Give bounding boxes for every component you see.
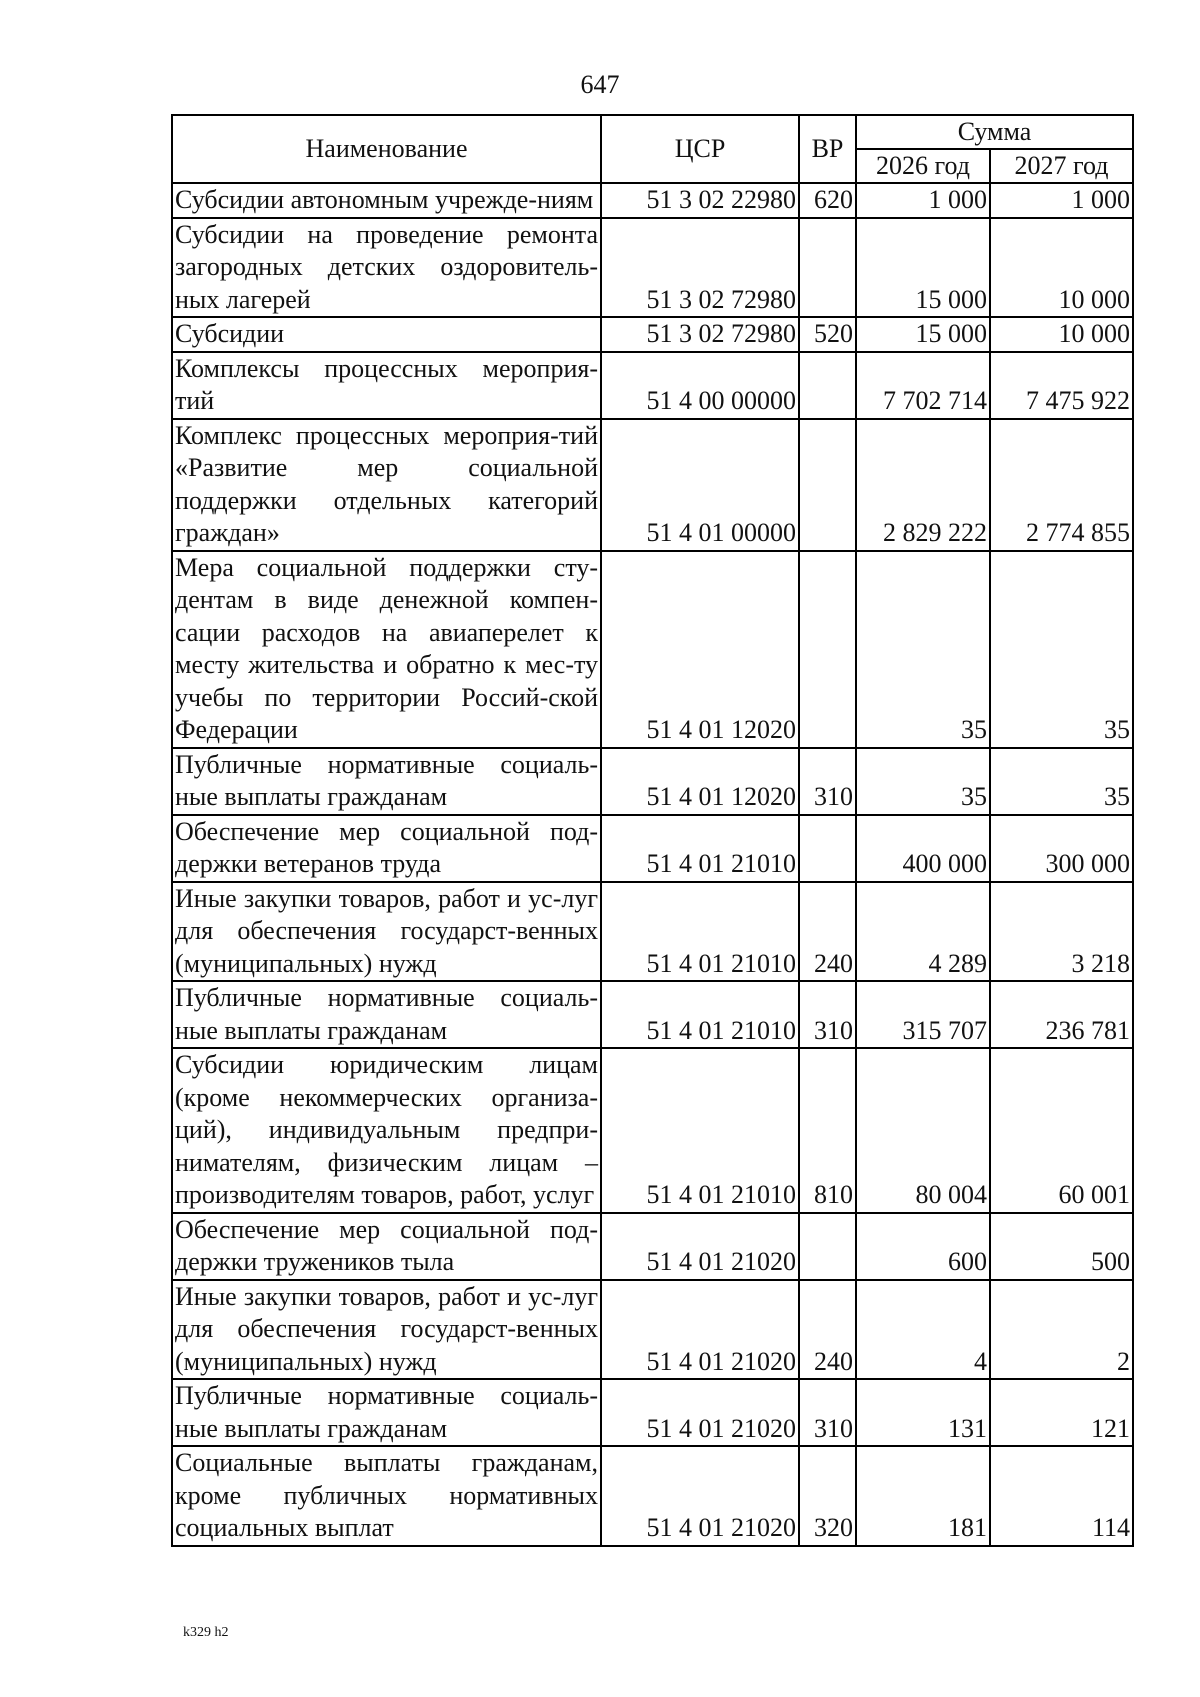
header-year-2027: 2027 год [990,149,1133,183]
row-vr-cell: 240 [799,882,856,982]
table-body [172,183,1133,1546]
row-vr-cell: 810 [799,1048,856,1213]
row-name-cell: Комплексы процессных мероприя-тий [172,352,601,419]
row-2026-cell: 2 829 222 [856,419,990,551]
header-csr: ЦСР [601,115,799,183]
row-name-cell: Публичные нормативные социаль-ные выплаты гражданам [172,981,601,1048]
table-row [172,419,1133,551]
row-vr-cell: 310 [799,748,856,815]
row-vr-cell: 320 [799,1446,856,1546]
page-number: 647 [580,70,620,99]
row-vr-cell: 520 [799,317,856,352]
row-csr-cell: 51 4 00 00000 [601,352,799,419]
row-csr-cell: 51 4 01 21020 [601,1446,799,1546]
table-row [172,1280,1133,1380]
table-row [172,1048,1133,1213]
row-csr-cell: 51 4 01 21010 [601,981,799,1048]
row-csr-cell: 51 4 01 21010 [601,882,799,982]
row-vr-cell: 310 [799,1379,856,1446]
row-2026-cell: 600 [856,1213,990,1280]
row-name-cell: Субсидии [172,317,601,352]
table-header [172,115,1133,183]
row-name-cell: Иные закупки товаров, работ и ус-луг для обеспечения государст-венных (муниципальных) нужд [172,882,601,982]
row-2026-cell: 7 702 714 [856,352,990,419]
row-name-cell: Иные закупки товаров, работ и ус-луг для обеспечения государст-венных (муниципальных) нужд [172,1280,601,1380]
header-vr: ВР [799,115,856,183]
row-2027-cell: 7 475 922 [990,352,1133,419]
row-csr-cell: 51 4 01 21010 [601,1048,799,1213]
footer-code: k329 h2 [183,1625,229,1640]
row-2027-cell: 2 774 855 [990,419,1133,551]
row-2027-cell: 1 000 [990,183,1133,218]
row-csr-cell: 51 4 01 21020 [601,1213,799,1280]
row-2027-cell: 300 000 [990,815,1133,882]
table-row [172,1379,1133,1446]
row-vr-cell: 620 [799,183,856,218]
row-csr-cell: 51 3 02 22980 [601,183,799,218]
row-2027-cell: 500 [990,1213,1133,1280]
row-name-cell: Субсидии на проведение ремонта загородных детских оздоровитель-ных лагерей [172,218,601,318]
row-2027-cell: 35 [990,748,1133,815]
table-row [172,882,1133,982]
row-csr-cell: 51 4 01 21010 [601,815,799,882]
row-2026-cell: 35 [856,551,990,748]
table-row [172,1446,1133,1546]
row-vr-cell: 310 [799,981,856,1048]
row-2026-cell: 15 000 [856,317,990,352]
row-csr-cell: 51 3 02 72980 [601,218,799,318]
row-2026-cell: 181 [856,1446,990,1546]
row-vr-cell [799,419,856,551]
table-row [172,1213,1133,1280]
row-vr-cell: 240 [799,1280,856,1380]
table-row [172,551,1133,748]
row-vr-cell [799,1213,856,1280]
row-2027-cell: 114 [990,1446,1133,1546]
row-2026-cell: 80 004 [856,1048,990,1213]
row-2026-cell: 400 000 [856,815,990,882]
row-name-cell: Публичные нормативные социаль-ные выплаты гражданам [172,1379,601,1446]
table-row [172,815,1133,882]
row-2026-cell: 4 289 [856,882,990,982]
row-2026-cell: 35 [856,748,990,815]
row-vr-cell [799,551,856,748]
header-name: Наименование [172,115,601,183]
row-2027-cell: 35 [990,551,1133,748]
table-row [172,218,1133,318]
row-2027-cell: 3 218 [990,882,1133,982]
table-row [172,352,1133,419]
table-row [172,317,1133,352]
row-2026-cell: 131 [856,1379,990,1446]
row-2026-cell: 15 000 [856,218,990,318]
table-row [172,981,1133,1048]
row-vr-cell [799,352,856,419]
row-name-cell: Обеспечение мер социальной под-держки ветеранов труда [172,815,601,882]
row-2027-cell: 10 000 [990,218,1133,318]
row-csr-cell: 51 4 01 00000 [601,419,799,551]
header-year-2026: 2026 год [856,149,990,183]
row-2026-cell: 315 707 [856,981,990,1048]
row-name-cell: Субсидии автономным учрежде-ниям [172,183,601,218]
row-2027-cell: 60 001 [990,1048,1133,1213]
row-csr-cell: 51 3 02 72980 [601,317,799,352]
row-2026-cell: 1 000 [856,183,990,218]
row-csr-cell: 51 4 01 21020 [601,1280,799,1380]
row-2027-cell: 2 [990,1280,1133,1380]
row-name-cell: Обеспечение мер социальной под-держки тружеников тыла [172,1213,601,1280]
row-name-cell: Комплекс процессных мероприя-тий «Развитие мер социальной поддержки отдельных категорий граждан» [172,419,601,551]
row-csr-cell: 51 4 01 21020 [601,1379,799,1446]
row-2026-cell: 4 [856,1280,990,1380]
budget-table [171,114,1134,1547]
table-row [172,183,1133,218]
row-vr-cell [799,218,856,318]
row-csr-cell: 51 4 01 12020 [601,748,799,815]
row-vr-cell [799,815,856,882]
row-name-cell: Социальные выплаты гражданам, кроме публичных нормативных социальных выплат [172,1446,601,1546]
header-sum: Сумма [856,115,1133,149]
row-name-cell: Публичные нормативные социаль-ные выплаты гражданам [172,748,601,815]
row-name-cell: Субсидии юридическим лицам (кроме некоммерческих организа-ций), индивидуальным предпри-нимателям, физическим лицам – производителям товаров, работ, услуг [172,1048,601,1213]
row-csr-cell: 51 4 01 12020 [601,551,799,748]
row-2027-cell: 236 781 [990,981,1133,1048]
row-2027-cell: 10 000 [990,317,1133,352]
row-name-cell: Мера социальной поддержки сту-дентам в виде денежной компен-сации расходов на авиаперелет к месту жительства и обратно к мес-ту учебы по территории Россий-ской Федерации [172,551,601,748]
row-2027-cell: 121 [990,1379,1133,1446]
table-row [172,748,1133,815]
